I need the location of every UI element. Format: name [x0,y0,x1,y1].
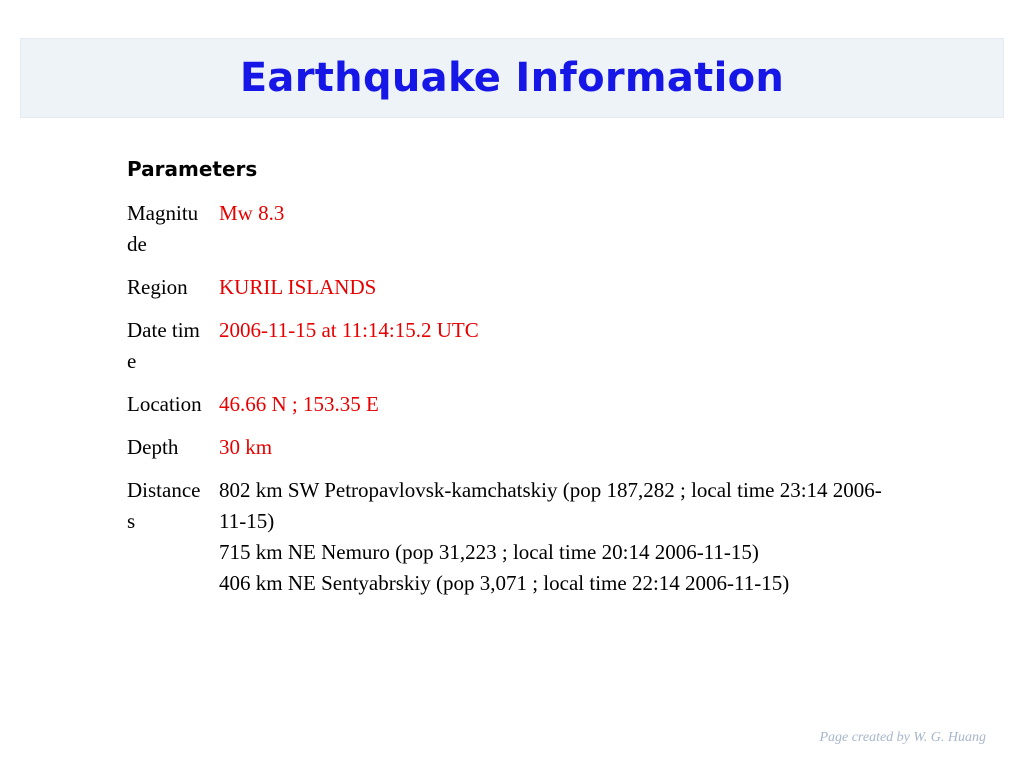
param-row-location [120,383,890,426]
param-label: Depth [127,435,179,459]
param-row-region [120,266,890,309]
param-value: 2006-11-15 at 11:14:15.2 UTC [219,318,479,342]
distance-line: 715 km NE Nemuro (pop 31,223 ; local time 20:14 2006-11-15) [219,540,759,564]
param-row-depth [120,426,890,469]
parameters-table [120,192,890,605]
param-label: Region [127,275,188,299]
param-row-distances [120,469,890,605]
page-title: Earthquake Information [239,55,785,101]
distance-line: 406 km NE Sentyabrskiy (pop 3,071 ; local time 22:14 2006-11-15) [219,571,790,595]
param-value: 46.66 N ; 153.35 E [219,392,379,416]
param-label: Magnitude [127,201,199,256]
param-row-date-time [120,309,890,383]
title-bar [20,38,1004,118]
param-value: Mw 8.3 [219,201,285,225]
param-label: Distances [127,478,201,533]
distances-value [212,469,890,605]
footer-credit: Page created by W. G. Huang [819,730,986,745]
param-label: Location [127,392,202,416]
distance-line: 802 km SW Petropavlovsk-kamchatskiy (pop 187,282 ; local time 23:14 2006-11-15) [219,478,882,533]
param-label: Date time [127,318,200,373]
param-value: 30 km [219,435,273,459]
param-value: KURIL ISLANDS [219,275,377,299]
param-row-magnitude [120,192,890,266]
section-heading: Parameters [127,157,258,181]
